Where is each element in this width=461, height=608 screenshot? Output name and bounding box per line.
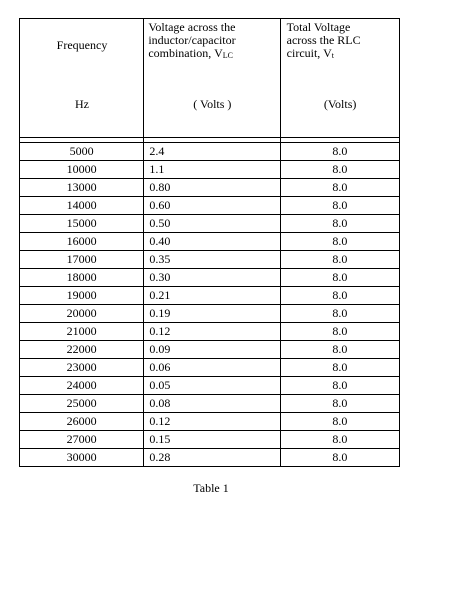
vlc-cell: 0.28	[144, 449, 280, 467]
vlc-cell: 0.60	[144, 197, 280, 215]
vt-cell: 8.0	[280, 431, 399, 449]
frequency-cell: 20000	[20, 305, 144, 323]
table-row	[20, 377, 400, 395]
table-row	[20, 287, 400, 305]
frequency-cell: 13000	[20, 179, 144, 197]
vlc-cell: 0.06	[144, 359, 280, 377]
table-row	[20, 305, 400, 323]
frequency-cell: 22000	[20, 341, 144, 359]
vt-cell: 8.0	[280, 395, 399, 413]
table-row	[20, 359, 400, 377]
vlc-subscript: LC	[222, 51, 233, 60]
vlc-header-line2: inductor/capacitor	[148, 33, 236, 47]
table-row	[20, 143, 400, 161]
vt-cell: 8.0	[280, 269, 399, 287]
frequency-header-label: Frequency	[56, 38, 108, 52]
vlc-header-line1: Voltage across the	[148, 20, 236, 34]
vt-cell: 8.0	[280, 377, 399, 395]
frequency-header	[20, 19, 144, 138]
vt-cell: 8.0	[280, 233, 399, 251]
frequency-cell: 5000	[20, 143, 144, 161]
vlc-cell: 0.08	[144, 395, 280, 413]
table-row	[20, 341, 400, 359]
frequency-cell: 24000	[20, 377, 144, 395]
vt-cell: 8.0	[280, 305, 399, 323]
vt-cell: 8.0	[280, 359, 399, 377]
vlc-cell: 0.12	[144, 323, 280, 341]
vlc-cell: 0.15	[144, 431, 280, 449]
table-row	[20, 395, 400, 413]
header-row	[20, 19, 400, 138]
vt-header-line3	[287, 47, 361, 61]
frequency-cell: 18000	[20, 269, 144, 287]
vlc-cell: 0.40	[144, 233, 280, 251]
vlc-unit-label: ( Volts )	[193, 97, 232, 111]
vlc-cell: 1.1	[144, 161, 280, 179]
vt-cell: 8.0	[280, 323, 399, 341]
vt-cell: 8.0	[280, 179, 399, 197]
table-row	[20, 251, 400, 269]
frequency-cell: 10000	[20, 161, 144, 179]
vlc-cell: 0.12	[144, 413, 280, 431]
table-row	[20, 161, 400, 179]
vt-unit-label: (Volts)	[323, 97, 357, 111]
vt-header-line2: across the RLC	[286, 33, 361, 47]
frequency-cell: 21000	[20, 323, 144, 341]
frequency-cell: 14000	[20, 197, 144, 215]
vt-subscript: t	[331, 51, 334, 60]
frequency-cell: 30000	[20, 449, 144, 467]
table-row	[20, 197, 400, 215]
vt-cell: 8.0	[280, 197, 399, 215]
table-row	[20, 449, 400, 467]
frequency-cell: 16000	[20, 233, 144, 251]
frequency-cell: 15000	[20, 215, 144, 233]
vlc-header-line3-text: combination, V	[148, 46, 223, 60]
vt-cell: 8.0	[280, 341, 399, 359]
vt-cell: 8.0	[280, 161, 399, 179]
vt-cell: 8.0	[280, 143, 399, 161]
vt-cell: 8.0	[280, 449, 399, 467]
table-row	[20, 413, 400, 431]
vt-header-line1: Total Voltage	[286, 20, 351, 34]
data-table	[19, 18, 400, 467]
vlc-cell: 2.4	[144, 143, 280, 161]
vlc-header-label	[148, 21, 235, 61]
table-caption: Table 1	[193, 481, 229, 495]
frequency-cell: 17000	[20, 251, 144, 269]
vlc-cell: 0.19	[144, 305, 280, 323]
frequency-cell: 25000	[20, 395, 144, 413]
table-row	[20, 323, 400, 341]
vlc-header	[144, 19, 280, 138]
vlc-cell: 0.50	[144, 215, 280, 233]
vt-header-label	[287, 21, 361, 61]
vlc-cell: 0.05	[144, 377, 280, 395]
vt-header-line3-text: circuit, V	[286, 46, 332, 60]
vt-cell: 8.0	[280, 251, 399, 269]
vt-cell: 8.0	[280, 413, 399, 431]
vlc-header-line3	[148, 47, 235, 61]
vlc-cell: 0.35	[144, 251, 280, 269]
vt-header	[280, 19, 399, 138]
frequency-cell: 27000	[20, 431, 144, 449]
frequency-unit-label: Hz	[75, 97, 89, 111]
vlc-cell: 0.09	[144, 341, 280, 359]
vlc-cell: 0.30	[144, 269, 280, 287]
frequency-cell: 26000	[20, 413, 144, 431]
table-row	[20, 269, 400, 287]
vlc-cell: 0.80	[144, 179, 280, 197]
table-row	[20, 233, 400, 251]
frequency-cell: 19000	[20, 287, 144, 305]
table-row	[20, 215, 400, 233]
frequency-cell: 23000	[20, 359, 144, 377]
vt-cell: 8.0	[280, 215, 399, 233]
table-row	[20, 179, 400, 197]
table-row	[20, 431, 400, 449]
vt-cell: 8.0	[280, 287, 399, 305]
vlc-cell: 0.21	[144, 287, 280, 305]
